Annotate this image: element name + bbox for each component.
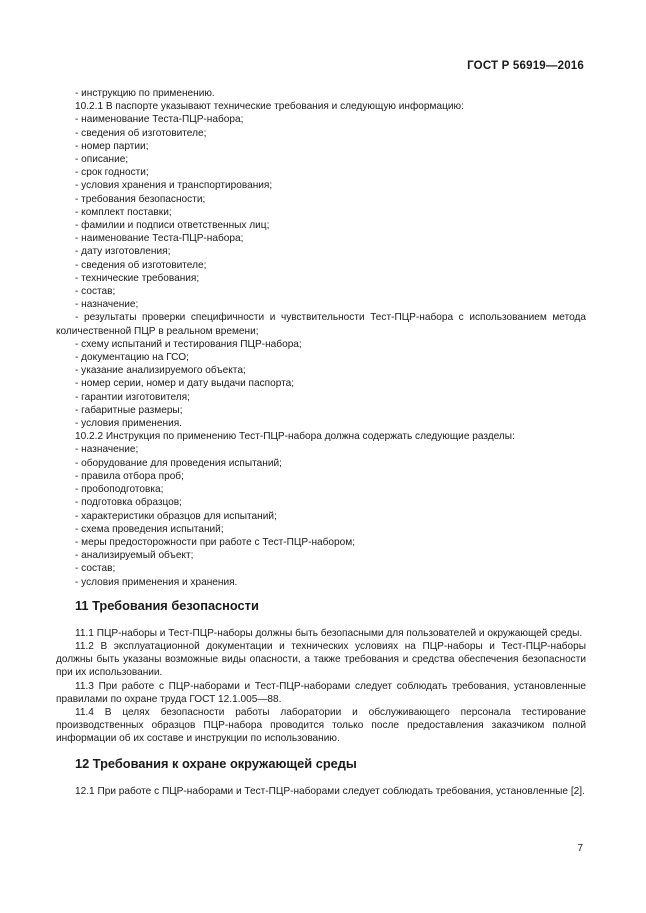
clause-11-3: 11.3 При работе с ПЦР-наборами и Тест-ПЦР-наборами следует соблюдать требования, установленные правилами по охране труда ГОСТ 12.1.005—88. bbox=[56, 680, 586, 705]
list-item: - сведения об изготовителе; bbox=[75, 259, 207, 271]
list-item: - наименование Теста-ПЦР-набора; bbox=[75, 114, 244, 126]
list-item: - документацию на ГСО; bbox=[75, 352, 189, 364]
clause-10-2-2-intro: 10.2.2 Инструкция по применению Тест-ПЦР-набора должна содержать следующие разделы: bbox=[75, 431, 515, 443]
list-item: - оборудование для проведения испытаний; bbox=[75, 457, 282, 469]
list-item: - номер серии, номер и дату выдачи паспорта; bbox=[75, 378, 295, 390]
clause-11-1: 11.1 ПЦР-наборы и Тест-ПЦР-наборы должны быть безопасными для пользователей и окружающей среды. bbox=[75, 627, 583, 639]
list-item: - описание; bbox=[75, 154, 129, 166]
document-id-header: ГОСТ Р 56919—2016 bbox=[467, 60, 584, 72]
list-item: - дату изготовления; bbox=[75, 246, 171, 258]
list-item: - номер партии; bbox=[75, 140, 149, 152]
list-item: - инструкцию по применению. bbox=[75, 88, 215, 99]
list-item: - схема проведения испытаний; bbox=[75, 523, 224, 535]
list-item: - анализируемый объект; bbox=[75, 550, 194, 562]
list-item: - технические требования; bbox=[75, 272, 200, 284]
list-item: - меры предосторожности при работе с Тест-ПЦР-набором; bbox=[75, 536, 356, 548]
list-item: - условия хранения и транспортирования; bbox=[75, 180, 273, 192]
list-item: - габаритные размеры; bbox=[75, 404, 183, 416]
list-item: - условия применения и хранения. bbox=[75, 576, 238, 588]
list-item: - правила отбора проб; bbox=[75, 470, 184, 482]
document-body bbox=[56, 87, 586, 798]
list-item: - указание анализируемого объекта; bbox=[75, 365, 246, 377]
section-12-heading: 12 Требования к охране окружающей среды bbox=[75, 755, 357, 771]
list-item: - сведения об изготовителе; bbox=[75, 127, 207, 139]
clause-11-2: 11.2 В эксплуатационной документации и технических условиях на ПЦР-наборы и Тест-ПЦР-наборы должны быть указаны возможные виды опасности, а также требования и средства обеспечения безопасности при их использовании. bbox=[56, 640, 586, 679]
list-item: - гарантии изготовителя; bbox=[75, 391, 190, 403]
list-item-long: - результаты проверки специфичности и чувствительности Тест-ПЦР-набора с использованием метода количественной ПЦР в реальном времени; bbox=[56, 312, 586, 337]
list-item: - состав; bbox=[75, 563, 116, 575]
list-item: - состав; bbox=[75, 286, 116, 298]
list-item: - подготовка образцов; bbox=[75, 497, 182, 509]
list-item: - пробоподготовка; bbox=[75, 484, 164, 496]
clause-10-2-1-intro: 10.2.1 В паспорте указывают технические требования и следующую информацию: bbox=[75, 101, 464, 113]
section-11-heading: 11 Требования безопасности bbox=[75, 597, 259, 613]
list-item: - назначение; bbox=[75, 299, 139, 311]
clause-11-4: 11.4 В целях безопасности работы лаборатории и обслуживающего персонала тестирование производственных образцов ПЦР-набора проводится только после предоставления заказчиком полной информации об их составе и инструкции по использованию. bbox=[56, 706, 586, 745]
list-item: - фамилии и подписи ответственных лиц; bbox=[75, 220, 270, 232]
list-item: - схему испытаний и тестирования ПЦР-набора; bbox=[75, 338, 302, 350]
list-item: - условия применения. bbox=[75, 418, 182, 430]
list-item: - требования безопасности; bbox=[75, 193, 206, 205]
list-item: - наименование Теста-ПЦР-набора; bbox=[75, 233, 244, 245]
list-item: - комплект поставки; bbox=[75, 206, 172, 218]
page-number: 7 bbox=[577, 843, 583, 854]
list-item: - срок годности; bbox=[75, 167, 149, 179]
clause-12-1: 12.1 При работе с ПЦР-наборами и Тест-ПЦР-наборами следует соблюдать требования, установленные [2]. bbox=[75, 785, 585, 797]
list-item: - характеристики образцов для испытаний; bbox=[75, 510, 277, 522]
list-item: - назначение; bbox=[75, 444, 139, 456]
